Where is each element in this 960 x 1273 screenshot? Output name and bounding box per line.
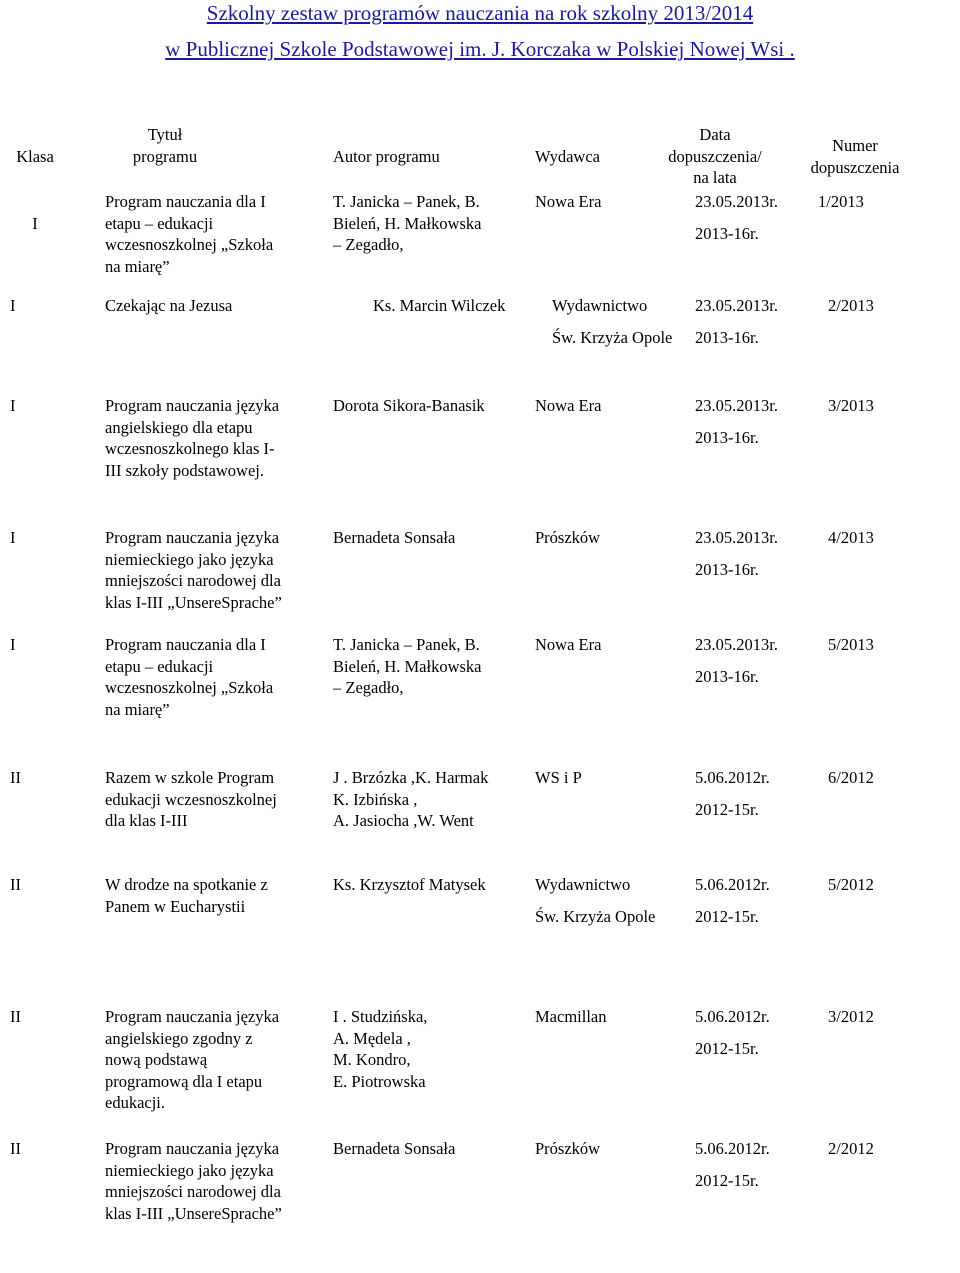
row-numer: 4/2013 [828, 528, 874, 547]
row-data: 5.06.2012r. 2012-15r. [695, 875, 770, 926]
row-klasa: II [10, 1007, 21, 1026]
row-numer: 5/2012 [828, 875, 874, 894]
column-header-klasa: Klasa [16, 147, 54, 166]
row-data: 23.05.2013r. 2013-16r. [695, 528, 778, 579]
row-data: 5.06.2012r. 2012-15r. [695, 1007, 770, 1058]
column-header-wydawca: Wydawca [535, 147, 600, 166]
row-wydawca: Nowa Era [535, 192, 602, 211]
row-wydawca: Prószków [535, 528, 601, 547]
row-wydawca: Wydawnictwo Św. Krzyża Opole [535, 875, 656, 926]
row-autor: Bernadeta Sonsała [333, 1139, 456, 1158]
row-numer: 1/2013 [818, 192, 864, 211]
row-autor: J . Brzózka ,K. Harmak K. Izbińska , A. Jasiocha ,W. Went [333, 768, 489, 830]
row-data: 23.05.2013r. 2013-16r. [695, 296, 778, 347]
row-tytul: Program nauczania języka angielskiego zgodny z nową podstawą programową dla I etapu edukacji. [105, 1007, 280, 1112]
row-wydawca: Macmillan [535, 1007, 607, 1026]
row-klasa: I [10, 396, 16, 415]
row-autor: Dorota Sikora-Banasik [333, 396, 485, 415]
row-numer: 3/2013 [828, 396, 874, 415]
row-autor: Ks. Krzysztof Matysek [333, 875, 486, 894]
row-data: 23.05.2013r. 2013-16r. [695, 192, 778, 243]
row-wydawca: WS i P [535, 768, 582, 787]
row-numer: 2/2012 [828, 1139, 874, 1158]
column-header-autor: Autor programu [333, 147, 440, 166]
document-title-line-1: Szkolny zestaw programów nauczania na rok szkolny 2013/2014 [206, 1, 754, 25]
row-klasa: II [10, 768, 21, 787]
row-klasa: II [10, 1139, 21, 1158]
column-header-tytul: Tytuł programu [132, 125, 198, 166]
column-header-data: Data dopuszczenia/ na lata [668, 125, 762, 187]
row-data: 5.06.2012r. 2012-15r. [695, 1139, 770, 1190]
row-tytul: Program nauczania dla I etapu – edukacji wczesnoszkolnej „Szkoła na miarę” [105, 192, 274, 276]
column-header-numer: Numer dopuszczenia [810, 136, 900, 177]
row-wydawca: Nowa Era [535, 635, 602, 654]
row-data: 23.05.2013r. 2013-16r. [695, 635, 778, 686]
row-tytul: Program nauczania dla I etapu – edukacji wczesnoszkolnej „Szkoła na miarę” [105, 635, 274, 719]
row-tytul: Czekając na Jezusa [105, 296, 233, 315]
row-klasa: I [10, 635, 16, 654]
document-title-line-2: w Publicznej Szkole Podstawowej im. J. Korczaka w Polskiej Nowej Wsi . [165, 37, 795, 61]
row-wydawca: Nowa Era [535, 396, 602, 415]
row-tytul: Razem w szkole Program edukacji wczesnoszkolnej dla klas I-III [105, 768, 277, 830]
row-autor: T. Janicka – Panek, B. Bieleń, H. Małkowska – Zegadło, [333, 635, 482, 697]
row-wydawca: Wydawnictwo Św. Krzyża Opole [552, 296, 673, 347]
row-autor: T. Janicka – Panek, B. Bieleń, H. Małkowska – Zegadło, [333, 192, 482, 254]
row-numer: 2/2013 [828, 296, 874, 315]
row-tytul: Program nauczania języka angielskiego dla etapu wczesnoszkolnego klas I- III szkoły podstawowej. [105, 396, 280, 480]
row-data: 5.06.2012r. 2012-15r. [695, 768, 770, 819]
row-numer: 3/2012 [828, 1007, 874, 1026]
row-klasa: I [10, 528, 16, 547]
row-tytul: Program nauczania języka niemieckiego jako języka mniejszości narodowej dla klas I-III „UnsereSprache” [105, 528, 282, 612]
row-klasa: II [10, 875, 21, 894]
row-autor: Bernadeta Sonsała [333, 528, 456, 547]
row-klasa: I [10, 296, 16, 315]
row-tytul: W drodze na spotkanie z Panem w Eucharystii [105, 875, 268, 916]
row-numer: 5/2013 [828, 635, 874, 654]
row-data: 23.05.2013r. 2013-16r. [695, 396, 778, 447]
row-autor: Ks. Marcin Wilczek [373, 296, 506, 315]
row-autor: I . Studzińska, A. Mędela , M. Kondro, E. Piotrowska [333, 1007, 428, 1091]
row-wydawca: Prószków [535, 1139, 601, 1158]
row-klasa: I [32, 214, 38, 233]
row-tytul: Program nauczania języka niemieckiego jako języka mniejszości narodowej dla klas I-III „UnsereSprache” [105, 1139, 282, 1223]
row-numer: 6/2012 [828, 768, 874, 787]
